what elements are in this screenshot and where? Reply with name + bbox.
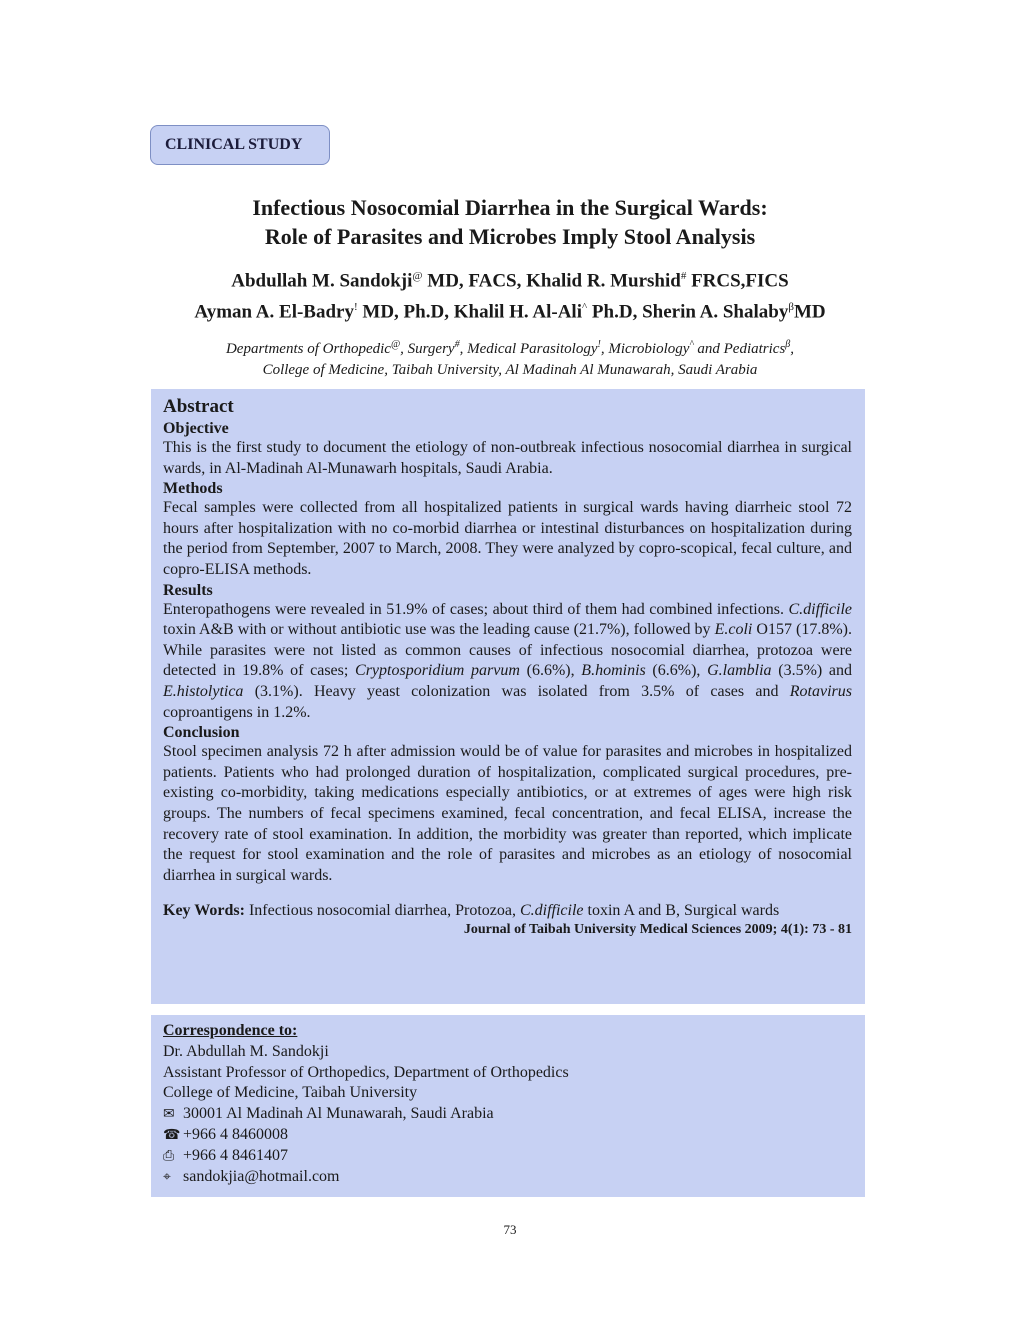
authors-line-2	[80, 294, 940, 325]
organism-name: B.hominis	[581, 662, 646, 680]
title-line-2: Role of Parasites and Microbes Imply Stool Analysis	[264, 224, 756, 249]
objective-text: This is the first study to document the etiology of non-outbreak infectious nosocomial diarrhea in surgical wards, in Al-Madinah Al-Munawarh hospitals, Saudi Arabia.	[163, 439, 852, 477]
page-number: 73	[503, 1222, 517, 1237]
correspondence-institution: College of Medicine, Taibah University	[163, 1084, 418, 1102]
author-mark: ^	[582, 301, 588, 314]
conclusion-heading: Conclusion	[163, 724, 240, 742]
dept-text: and Pediatrics	[693, 341, 786, 357]
correspondence-position: Assistant Professor of Orthopedics, Department of Orthopedics	[163, 1063, 569, 1081]
author-name: Ayman A. El-Badry	[194, 301, 354, 323]
author-name: Abdullah M. Sandokji	[231, 270, 413, 292]
authors-line-1	[80, 263, 940, 294]
author-mark: @	[412, 270, 423, 282]
dept-mark: β	[785, 339, 791, 350]
results-fragment: Enteropathogens were revealed in 51.9% of cases; about third of them had combined infections.	[163, 600, 789, 618]
affiliation-line-1	[100, 334, 920, 360]
abstract-heading: Abstract	[163, 396, 234, 417]
results-fragment: O157 (17.8%). While parasites were not listed as common causes of infectious nosocomial diarrhea, protozoa were detected in 19.8% of cases;	[163, 621, 852, 680]
keywords-label: Key Words:	[163, 902, 245, 920]
results-heading: Results	[163, 581, 213, 599]
dept-mark: @	[390, 339, 401, 350]
correspondence-email	[163, 1167, 852, 1188]
organism-name: Cryptosporidium parvum	[355, 662, 520, 680]
author-degree: MD	[793, 301, 826, 323]
dept-text: , Microbiology	[600, 341, 690, 357]
author-degree: MD, Ph.D,	[357, 301, 454, 323]
correspondence-address	[163, 1104, 852, 1125]
email-text[interactable]: sandokjia@hotmail.com	[183, 1167, 340, 1185]
author-name: Khalil H. Al-Ali	[453, 301, 582, 323]
methods-heading: Methods	[163, 480, 223, 498]
dept-text: , Surgery	[400, 341, 455, 357]
envelope-icon: ✉	[163, 1106, 175, 1123]
results-fragment: toxin A&B with or without antibiotic use was the leading cause (21.7%), followed by	[163, 621, 715, 639]
conclusion-text: Stool specimen analysis 72 h after admission would be of value for parasites and microbes in hospitalized patients. Patients who had prolonged duration of hospitalization, complicated surgical procedures, pre-existing co-morbidity, taking medications especially antibiotics, or at extremes of ages were high risk groups. The numbers of fecal specimens examined, fecal concentration, and fecal ELISA, increase the recovery rate of stool examination. In addition, the morbidity was greater than reported, which implicate the request for stool examination and the role of parasites and microbes as an etiology of nosocomial diarrhea in surgical wards.	[163, 743, 852, 884]
dept-text: , Medical Parasitology	[459, 341, 598, 357]
fax-text: +966 4 8461407	[183, 1146, 289, 1164]
keywords-fragment: Infectious nosocomial diarrhea, Protozoa,	[248, 902, 520, 920]
fax-icon: ⎙	[163, 1147, 175, 1164]
correspondence-heading: Correspondence to:	[163, 1022, 298, 1039]
dept-mark: #	[454, 339, 460, 350]
telephone-icon: ☎	[163, 1126, 181, 1143]
author-list	[80, 263, 940, 326]
keywords-fragment: toxin A and B, Surgical wards	[583, 902, 780, 920]
results-fragment: (6.6%),	[519, 662, 582, 680]
keywords	[163, 900, 852, 921]
results-fragment: (6.6%),	[645, 662, 708, 680]
organism-name: E.histolytica	[163, 682, 244, 700]
author-mark: #	[680, 270, 687, 282]
journal-citation: Journal of Taibah University Medical Sciences 2009; 4(1): 73 - 81	[463, 922, 852, 938]
dept-mark: ^	[689, 339, 694, 350]
objective-heading: Objective	[163, 420, 229, 437]
organism-name: Rotavirus	[789, 682, 852, 700]
affiliation-line-2: College of Medicine, Taibah University, Al Madinah Al Munawarah, Saudi Arabia	[262, 362, 758, 378]
correspondence-fax	[163, 1146, 852, 1167]
correspondence-box	[151, 1015, 865, 1197]
mouse-icon: ⌖	[163, 1168, 171, 1185]
author-mark: !	[353, 301, 358, 314]
author-mark: β	[788, 301, 794, 314]
dept-mark: !	[597, 339, 601, 350]
author-degree: FRCS,FICS	[686, 270, 789, 292]
results-fragment: (3.1%). Heavy yeast colonization was isolated from 3.5% of cases and	[243, 682, 790, 700]
methods-text: Fecal samples were collected from all hospitalized patients in surgical wards having diarrheic stool 72 hours after hospitalization with no co-morbid diarrhea or intestinal disturbances on hospitalization during the period from September, 2007 to March, 2008. They were analyzed by copro-scopical, fecal culture, and copro-ELISA methods.	[163, 499, 852, 578]
affiliations	[100, 334, 920, 381]
results-text	[163, 600, 852, 724]
results-fragment: (3.5%) and	[771, 662, 853, 680]
author-degree: MD, FACS,	[422, 270, 527, 292]
article-title	[100, 193, 920, 251]
address-text: 30001 Al Madinah Al Munawarah, Saudi Arabia	[183, 1105, 494, 1123]
dept-text: ,	[790, 341, 795, 357]
organism-name: C.difficile	[788, 600, 852, 618]
dept-text: Departments of Orthopedic	[225, 341, 391, 357]
results-fragment: coproantigens in 1.2%.	[163, 703, 311, 721]
title-line-1: Infectious Nosocomial Diarrhea in the Surgical Wards:	[252, 195, 768, 220]
abstract-box	[151, 389, 865, 1004]
article-type-badge: CLINICAL STUDY	[150, 125, 330, 165]
author-degree: Ph.D,	[587, 301, 643, 323]
correspondence-phone	[163, 1125, 852, 1146]
organism-name: G.lamblia	[707, 662, 772, 680]
phone-text: +966 4 8460008	[183, 1125, 289, 1143]
organism-name: E.coli	[714, 621, 753, 639]
keywords-organism: C.difficile	[519, 902, 584, 920]
author-name: Sherin A. Shalaby	[642, 301, 789, 323]
author-name: Khalid R. Murshid	[526, 270, 681, 292]
correspondence-name: Dr. Abdullah M. Sandokji	[163, 1042, 329, 1060]
keywords-text	[249, 900, 809, 921]
